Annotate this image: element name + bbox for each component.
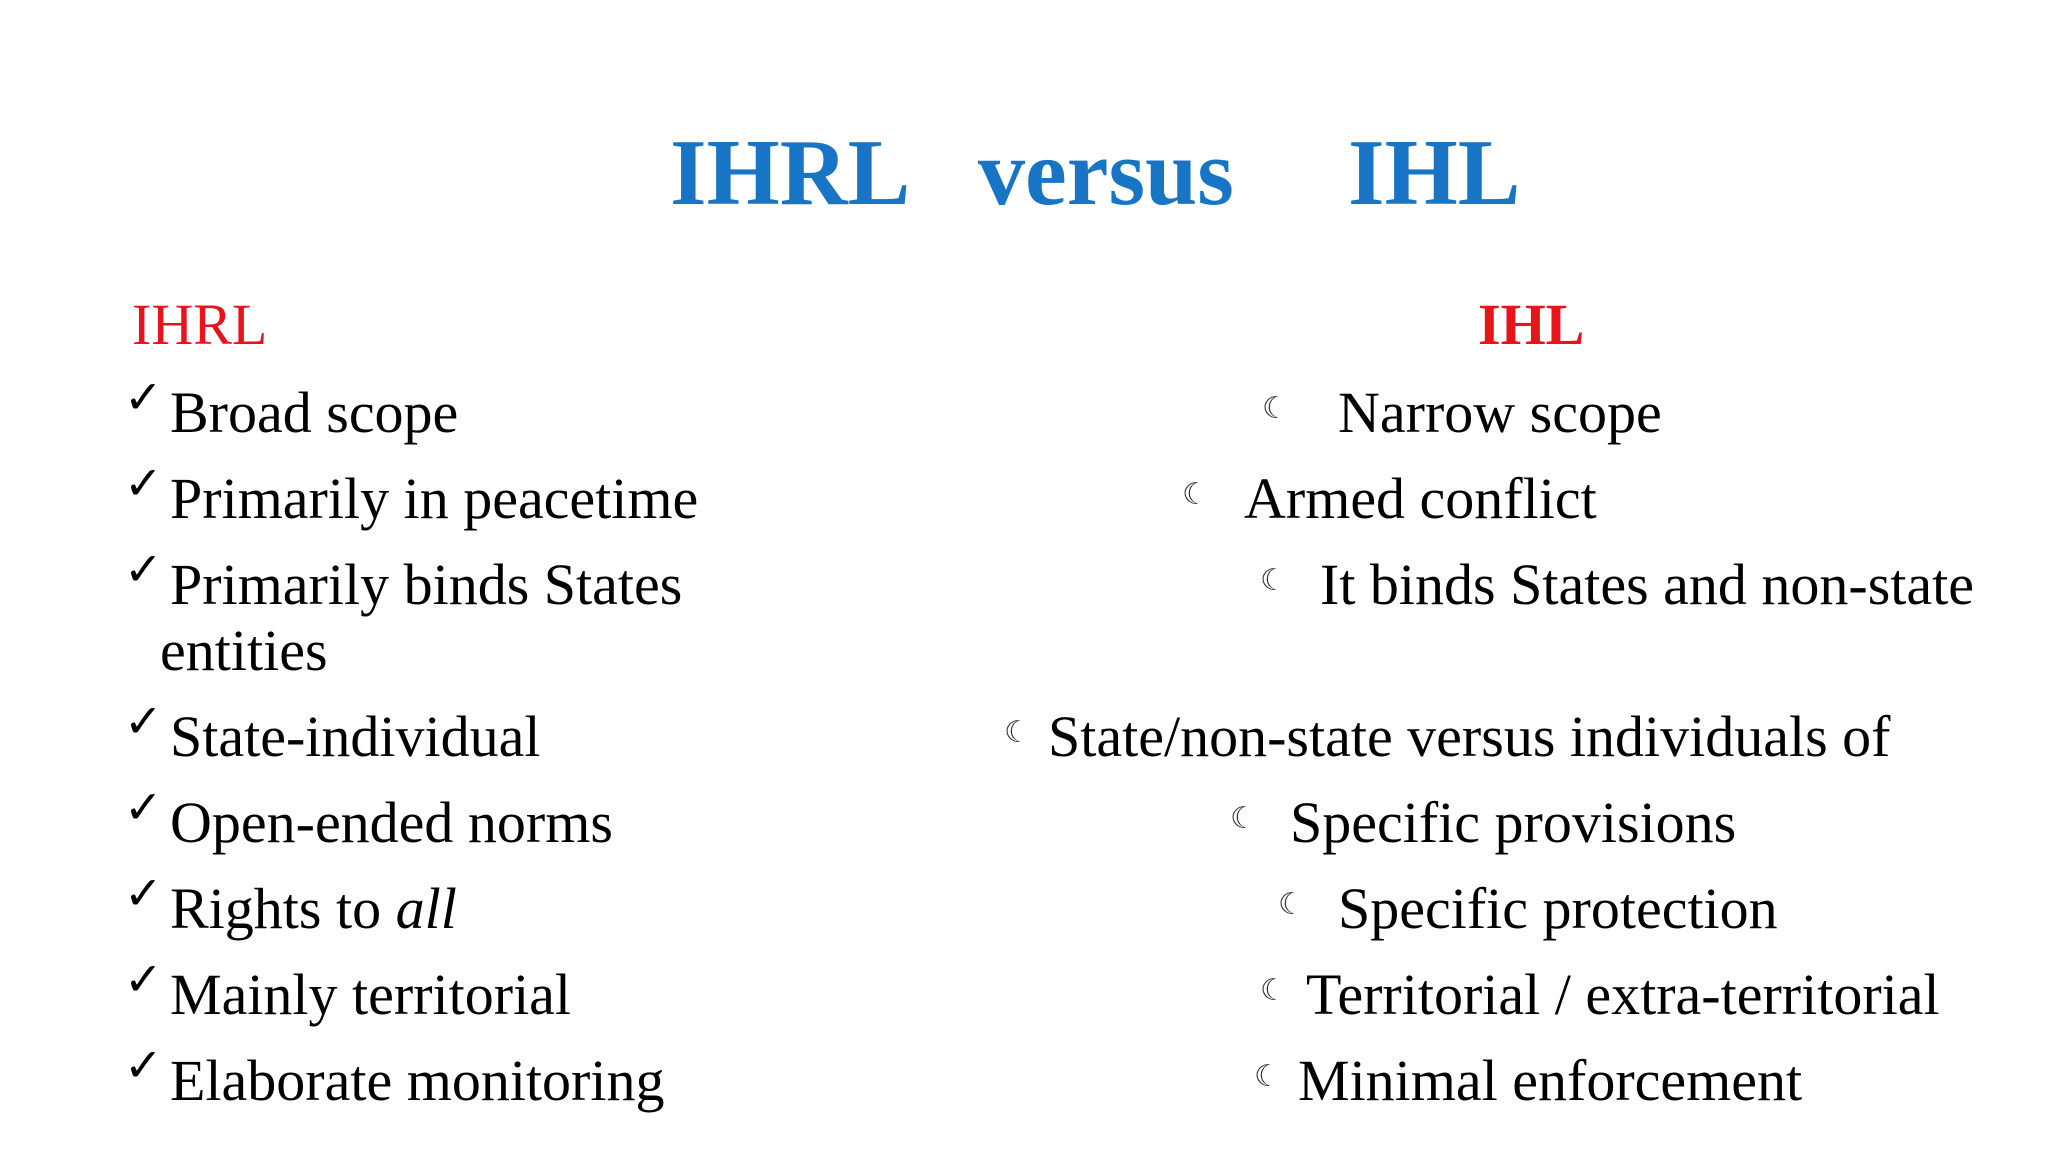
right-item-text: Specific provisions	[1290, 790, 1737, 855]
left-item-text	[170, 876, 457, 942]
crescent-moon-icon: ☾	[1260, 563, 1287, 598]
left-item-text: Primarily in peacetime	[170, 466, 699, 531]
crescent-moon-icon: ☾	[1278, 887, 1305, 922]
right-item-text: Territorial / extra-territorial	[1306, 962, 1940, 1027]
right-item-text: It binds States and non-state	[1320, 552, 1975, 617]
right-item-text: Minimal enforcement	[1298, 1048, 1803, 1113]
left-column-heading: IHRL	[132, 292, 268, 357]
left-item-text: Broad scope	[170, 380, 459, 445]
title-ihl: IHL	[1348, 121, 1521, 225]
left-item-text: Primarily binds States	[170, 552, 683, 617]
checkmark-icon: ✓	[124, 952, 163, 1006]
right-item-text: Narrow scope	[1338, 380, 1662, 445]
checkmark-icon: ✓	[124, 694, 163, 748]
right-item-text: Armed conflict	[1244, 466, 1597, 531]
checkmark-icon: ✓	[124, 1038, 163, 1092]
crescent-moon-icon: ☾	[1262, 391, 1289, 426]
left-item-text: Mainly territorial	[170, 962, 572, 1027]
crescent-moon-icon: ☾	[1230, 801, 1257, 836]
left-item-emphasis: all	[395, 876, 457, 941]
right-item-text: State/non-state versus individuals of	[1048, 704, 1891, 769]
left-item-text: State-individual	[170, 704, 541, 769]
checkmark-icon: ✓	[124, 542, 163, 596]
checkmark-icon: ✓	[124, 866, 163, 920]
left-item-continuation: entities	[160, 618, 328, 683]
checkmark-icon: ✓	[124, 456, 163, 510]
crescent-moon-icon: ☾	[1260, 973, 1287, 1008]
checkmark-icon: ✓	[124, 780, 163, 834]
slide-title	[0, 118, 2048, 228]
left-item-text: Elaborate monitoring	[170, 1048, 665, 1113]
right-column-heading: IHL	[1478, 292, 1585, 357]
crescent-moon-icon: ☾	[1254, 1059, 1281, 1094]
right-item-text: Specific protection	[1338, 876, 1778, 941]
left-item-text: Open-ended norms	[170, 790, 613, 855]
crescent-moon-icon: ☾	[1182, 477, 1209, 512]
title-ihrl: IHRL	[670, 121, 911, 225]
checkmark-icon: ✓	[124, 370, 163, 424]
crescent-moon-icon: ☾	[1004, 715, 1031, 750]
title-versus: versus	[978, 121, 1234, 225]
left-item-prefix: Rights to	[170, 876, 396, 941]
